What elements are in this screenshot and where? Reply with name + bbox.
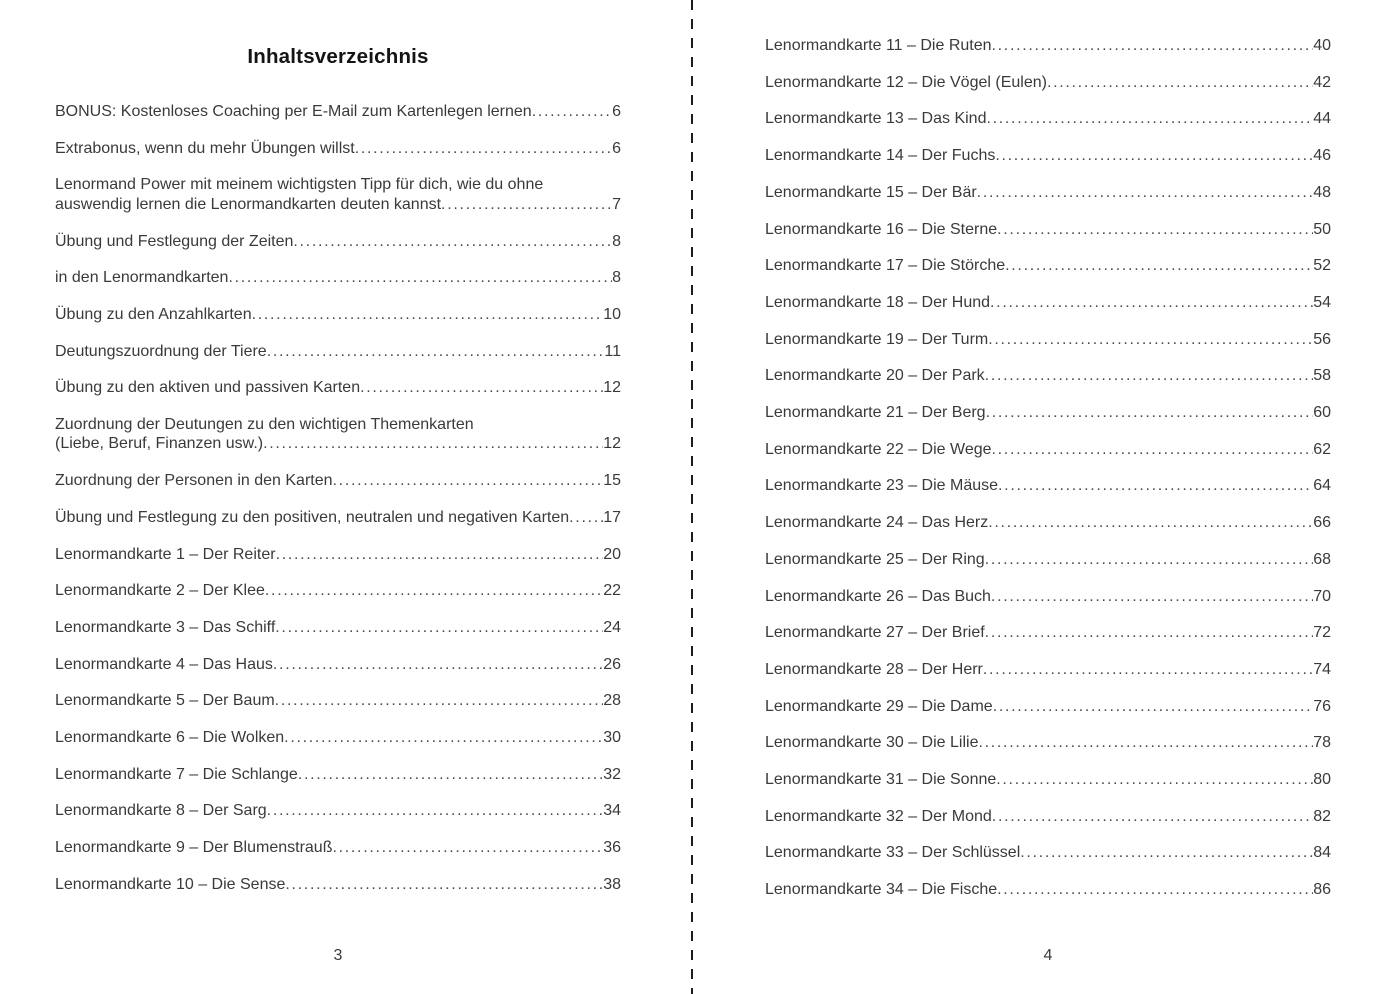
toc-entry-label: Lenormandkarte 30 – Die Lilie	[765, 734, 979, 752]
toc-entry-page-number: 12	[603, 435, 621, 453]
dot-leader	[265, 581, 603, 600]
dot-leader	[355, 139, 612, 158]
toc-entry-row	[55, 508, 621, 527]
dot-leader	[267, 342, 605, 361]
page-number-footer: 3	[333, 947, 343, 964]
toc-entry-label: Lenormandkarte 2 – Der Klee	[55, 582, 265, 600]
toc-entry-label: Übung und Festlegung zu den positiven, neutralen und negativen Karten	[55, 508, 570, 526]
dot-leader	[986, 403, 1314, 422]
toc-entry-page-number: 17	[603, 508, 621, 526]
toc-entry	[765, 146, 1331, 165]
toc-entry-row	[765, 880, 1331, 899]
toc-entry-page-number: 84	[1313, 844, 1331, 862]
toc-entry-page-number: 38	[603, 875, 621, 893]
toc-entry	[55, 655, 621, 674]
dot-leader	[992, 36, 1314, 55]
toc-entry-label: Deutungszuordnung der Tiere	[55, 342, 267, 360]
toc-entry	[765, 550, 1331, 569]
toc-entry	[765, 770, 1331, 789]
toc-entry-page-number: 36	[603, 839, 621, 857]
toc-entry-label: Übung zu den Anzahlkarten	[55, 305, 252, 323]
dot-leader	[532, 102, 612, 121]
dot-leader	[275, 691, 604, 710]
dot-leader	[990, 293, 1313, 312]
toc-entry-row	[55, 875, 621, 894]
dot-leader	[332, 838, 603, 857]
toc-entry-row	[55, 545, 621, 564]
toc-entry-row	[765, 109, 1331, 128]
toc-entry-row	[765, 36, 1331, 55]
dot-leader	[988, 513, 1313, 532]
toc-entry-label: Lenormandkarte 32 – Der Mond	[765, 807, 992, 825]
toc-entry-row	[765, 770, 1331, 789]
toc-entry-page-number: 86	[1313, 881, 1331, 899]
table-of-contents-left	[55, 102, 621, 894]
toc-entry-label: Lenormandkarte 21 – Der Berg	[765, 404, 986, 422]
toc-entry	[765, 183, 1331, 202]
toc-entry-row	[55, 378, 621, 397]
toc-entry-row	[55, 342, 621, 361]
toc-entry-page-number: 76	[1313, 697, 1331, 715]
toc-entry-label: Lenormandkarte 25 – Der Ring	[765, 550, 985, 568]
toc-entry-row	[765, 697, 1331, 716]
toc-entry	[55, 305, 621, 324]
toc-entry-page-number: 32	[603, 765, 621, 783]
toc-entry	[765, 109, 1331, 128]
dot-leader	[293, 232, 612, 251]
dot-leader	[988, 330, 1313, 349]
toc-entry-row	[765, 807, 1331, 826]
toc-entry-row	[765, 293, 1331, 312]
page-divider-dashed-line	[691, 0, 693, 994]
dot-leader	[1047, 73, 1313, 92]
toc-entry-row	[765, 550, 1331, 569]
toc-entry	[55, 415, 621, 454]
toc-entry	[765, 366, 1331, 385]
toc-entry-page-number: 80	[1313, 771, 1331, 789]
dot-leader	[441, 195, 612, 214]
dot-leader	[995, 146, 1313, 165]
toc-entry-label: Lenormandkarte 34 – Die Fische	[765, 881, 998, 899]
dot-leader	[983, 660, 1313, 679]
dot-leader	[992, 807, 1313, 826]
toc-entry	[55, 691, 621, 710]
toc-entry-label: Lenormandkarte 12 – Die Vögel (Eulen)	[765, 73, 1047, 91]
toc-entry-row	[55, 691, 621, 710]
toc-entry-row	[765, 476, 1331, 495]
toc-entry	[765, 880, 1331, 899]
toc-entry-label: Lenormandkarte 20 – Der Park	[765, 367, 985, 385]
toc-entry	[55, 875, 621, 894]
toc-entry	[55, 618, 621, 637]
toc-entry-page-number: 54	[1313, 293, 1331, 311]
toc-entry	[765, 843, 1331, 862]
toc-entry-page-number: 72	[1313, 624, 1331, 642]
dot-leader	[977, 183, 1314, 202]
toc-entry-row	[55, 728, 621, 747]
dot-leader	[986, 109, 1313, 128]
toc-entry-label: Lenormandkarte 4 – Das Haus	[55, 655, 273, 673]
toc-entry	[55, 268, 621, 287]
toc-entry-label: Lenormandkarte 18 – Der Hund	[765, 293, 991, 311]
toc-entry-row	[765, 403, 1331, 422]
toc-entry-row	[55, 102, 621, 121]
toc-entry	[55, 581, 621, 600]
toc-entry-page-number: 42	[1313, 73, 1331, 91]
toc-entry-row	[765, 660, 1331, 679]
toc-entry-row	[765, 366, 1331, 385]
toc-entry-row	[765, 843, 1331, 862]
toc-entry	[55, 471, 621, 490]
toc-entry-page-number: 34	[603, 802, 621, 820]
toc-entry	[765, 476, 1331, 495]
toc-entry-page-number: 74	[1313, 660, 1331, 678]
dot-leader	[998, 476, 1313, 495]
toc-entry-page-number: 46	[1313, 147, 1331, 165]
page-left	[55, 0, 621, 994]
toc-entry-page-number: 7	[612, 195, 621, 213]
toc-entry-page-number: 40	[1313, 37, 1331, 54]
toc-entry-page-number: 78	[1313, 734, 1331, 752]
toc-entry-row	[55, 618, 621, 637]
toc-entry-row	[55, 471, 621, 490]
toc-entry	[765, 220, 1331, 239]
toc-entry-label: Übung zu den aktiven und passiven Karten	[55, 379, 361, 397]
toc-entry-label: (Liebe, Beruf, Finanzen usw.)	[55, 435, 264, 453]
toc-entry-label: Lenormandkarte 14 – Der Fuchs	[765, 147, 996, 165]
toc-entry-label: Lenormandkarte 23 – Die Mäuse	[765, 477, 999, 495]
toc-entry-label: Lenormandkarte 22 – Die Wege	[765, 440, 992, 458]
toc-entry-row	[765, 513, 1331, 532]
toc-entry-label: Lenormandkarte 29 – Die Dame	[765, 697, 993, 715]
toc-entry-row	[55, 838, 621, 857]
toc-entry-page-number: 22	[603, 582, 621, 600]
dot-leader	[285, 875, 603, 894]
toc-entry-page-number: 8	[612, 269, 621, 287]
toc-entry-label: Lenormandkarte 28 – Der Herr	[765, 660, 983, 678]
toc-entry-label: Lenormandkarte 1 – Der Reiter	[55, 545, 276, 563]
toc-entry-text-line1: Lenormand Power mit meinem wichtigsten Tipp für dich, wie du ohne	[55, 176, 544, 194]
toc-entry-page-number: 6	[612, 139, 621, 157]
table-of-contents-right	[765, 0, 1331, 900]
toc-entry	[55, 545, 621, 564]
toc-entry-row	[765, 733, 1331, 752]
dot-leader	[228, 268, 612, 287]
toc-entry	[55, 728, 621, 747]
toc-entry-page-number: 6	[612, 103, 621, 120]
dot-leader	[276, 545, 604, 564]
dot-leader	[252, 305, 604, 324]
page-number-footer: 4	[1043, 947, 1053, 964]
dot-leader	[569, 508, 603, 527]
toc-entry-page-number: 50	[1313, 220, 1331, 238]
toc-entry-row	[55, 655, 621, 674]
toc-entry-label: Lenormandkarte 17 – Die Störche	[765, 257, 1006, 275]
toc-entry	[55, 838, 621, 857]
toc-entry	[765, 330, 1331, 349]
toc-entry-page-number: 11	[604, 342, 621, 360]
toc-entry-row	[55, 801, 621, 820]
dot-leader	[996, 770, 1313, 789]
toc-entry-label: Übung und Festlegung der Zeiten	[55, 232, 294, 250]
toc-entry	[765, 293, 1331, 312]
toc-entry-page-number: 62	[1313, 440, 1331, 458]
toc-entry-row	[765, 256, 1331, 275]
toc-entry-row	[55, 139, 621, 158]
toc-entry-label: Lenormandkarte 3 – Das Schiff	[55, 618, 276, 636]
toc-entry-label: in den Lenormandkarten	[55, 269, 229, 287]
toc-entry-row	[55, 765, 621, 784]
dot-leader	[333, 471, 604, 490]
toc-entry-row	[765, 330, 1331, 349]
toc-entry	[55, 508, 621, 527]
toc-entry-label: Lenormandkarte 15 – Der Bär	[765, 183, 977, 201]
dot-leader	[985, 623, 1314, 642]
toc-entry-row	[55, 305, 621, 324]
toc-entry-label: Lenormandkarte 16 – Die Sterne	[765, 220, 998, 238]
toc-entry-page-number: 68	[1313, 550, 1331, 568]
toc-entry-page-number: 20	[603, 545, 621, 563]
toc-entry-row	[55, 268, 621, 287]
toc-entry	[765, 36, 1331, 55]
dot-leader	[985, 366, 1314, 385]
toc-entry-text-line1: Zuordnung der Deutungen zu den wichtigen Themenkarten	[55, 416, 474, 434]
toc-entry-row	[55, 195, 621, 214]
toc-entry-label: auswendig lernen die Lenormandkarten deuten kannst	[55, 195, 442, 213]
toc-entry	[765, 440, 1331, 459]
toc-entry-label: Lenormandkarte 19 – Der Turm	[765, 330, 989, 348]
toc-entry-label: Lenormandkarte 11 – Die Ruten	[765, 37, 992, 54]
toc-entry-row	[55, 434, 621, 453]
toc-entry-page-number: 15	[603, 472, 621, 490]
dot-leader	[1005, 256, 1313, 275]
toc-entry-label: Lenormandkarte 5 – Der Baum	[55, 692, 275, 710]
toc-entry-page-number: 52	[1313, 257, 1331, 275]
toc-entry-page-number: 28	[603, 692, 621, 710]
toc-entry-label: Extrabonus, wenn du mehr Übungen willst	[55, 139, 355, 157]
toc-entry-page-number: 82	[1313, 807, 1331, 825]
toc-entry-label: BONUS: Kostenloses Coaching per E-Mail zum Kartenlegen lernen	[55, 103, 532, 120]
toc-entry-label: Lenormandkarte 26 – Das Buch	[765, 587, 991, 605]
toc-entry	[765, 73, 1331, 92]
dot-leader	[997, 220, 1313, 239]
toc-entry	[765, 256, 1331, 275]
dot-leader	[267, 801, 604, 820]
toc-entry	[765, 623, 1331, 642]
toc-entry-row	[765, 623, 1331, 642]
toc-entry-row	[765, 220, 1331, 239]
dot-leader	[275, 618, 603, 637]
toc-entry	[765, 807, 1331, 826]
page-right	[765, 0, 1331, 994]
dot-leader	[1020, 843, 1313, 862]
toc-entry-page-number: 56	[1313, 330, 1331, 348]
toc-entry-row	[765, 73, 1331, 92]
page-title: Inhaltsverzeichnis	[247, 45, 429, 68]
dot-leader	[298, 765, 603, 784]
toc-entry-page-number: 58	[1313, 367, 1331, 385]
toc-entry	[765, 697, 1331, 716]
toc-entry	[55, 139, 621, 158]
toc-entry	[55, 175, 621, 214]
toc-entry	[765, 733, 1331, 752]
toc-entry	[55, 102, 621, 121]
toc-entry-row	[55, 581, 621, 600]
toc-entry-page-number: 64	[1313, 477, 1331, 495]
toc-entry	[55, 765, 621, 784]
toc-entry-page-number: 66	[1313, 514, 1331, 532]
dot-leader	[360, 378, 603, 397]
toc-entry-page-number: 12	[603, 379, 621, 397]
dot-leader	[273, 655, 603, 674]
toc-entry-row	[55, 232, 621, 251]
toc-entry	[765, 403, 1331, 422]
toc-entry-label: Lenormandkarte 8 – Der Sarg	[55, 802, 267, 820]
toc-entry-page-number: 26	[603, 655, 621, 673]
toc-entry-label: Lenormandkarte 10 – Die Sense	[55, 875, 286, 893]
toc-entry-page-number: 8	[612, 232, 621, 250]
toc-entry-label: Lenormandkarte 9 – Der Blumenstrauß	[55, 839, 333, 857]
toc-entry-row	[765, 183, 1331, 202]
toc-entry-label: Lenormandkarte 27 – Der Brief	[765, 624, 985, 642]
toc-entry	[765, 513, 1331, 532]
toc-entry-label: Lenormandkarte 33 – Der Schlüssel	[765, 844, 1021, 862]
dot-leader	[992, 440, 1314, 459]
toc-entry-label: Lenormandkarte 13 – Das Kind	[765, 110, 987, 128]
toc-entry-page-number: 30	[603, 729, 621, 747]
toc-entry	[55, 342, 621, 361]
toc-entry-label: Lenormandkarte 6 – Die Wolken	[55, 729, 285, 747]
dot-leader	[284, 728, 603, 747]
dot-leader	[978, 733, 1313, 752]
dot-leader	[991, 587, 1313, 606]
toc-entry-label: Lenormandkarte 7 – Die Schlange	[55, 765, 298, 783]
toc-entry	[55, 378, 621, 397]
dot-leader	[997, 880, 1313, 899]
toc-entry	[55, 232, 621, 251]
toc-entry	[765, 587, 1331, 606]
toc-entry-page-number: 60	[1313, 404, 1331, 422]
dot-leader	[993, 697, 1314, 716]
toc-entry-label: Lenormandkarte 24 – Das Herz	[765, 514, 989, 532]
dot-leader	[263, 434, 603, 453]
toc-entry-row	[765, 440, 1331, 459]
toc-entry-row	[765, 146, 1331, 165]
toc-entry-page-number: 70	[1313, 587, 1331, 605]
toc-entry	[765, 660, 1331, 679]
toc-entry-page-number: 48	[1313, 183, 1331, 201]
toc-entry	[55, 801, 621, 820]
toc-entry-row	[765, 587, 1331, 606]
toc-entry-page-number: 24	[603, 618, 621, 636]
toc-entry-page-number: 44	[1313, 110, 1331, 128]
toc-entry-page-number: 10	[603, 305, 621, 323]
dot-leader	[985, 550, 1314, 569]
toc-entry-label: Zuordnung der Personen in den Karten	[55, 472, 333, 490]
toc-entry-label: Lenormandkarte 31 – Die Sonne	[765, 771, 997, 789]
